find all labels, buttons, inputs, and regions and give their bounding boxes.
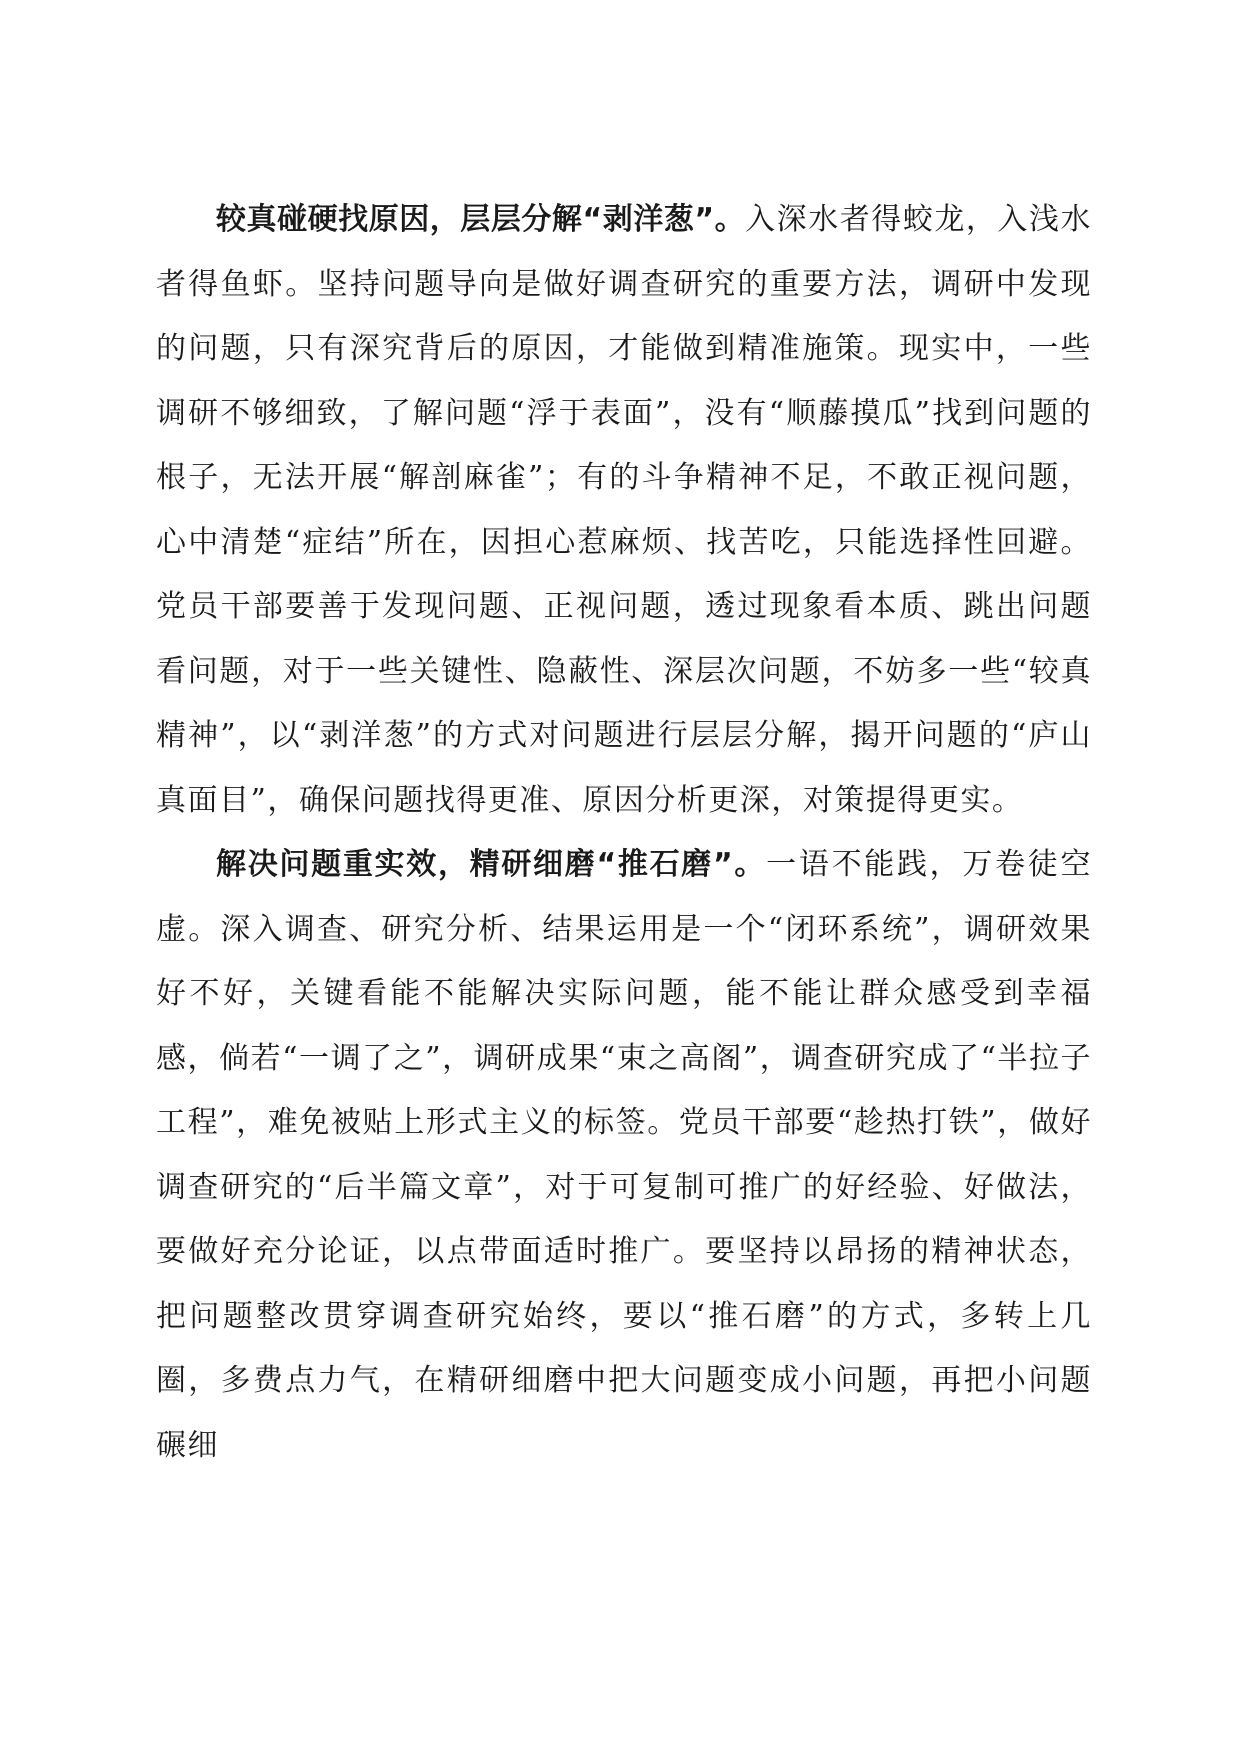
paragraph xyxy=(156,833,1092,1478)
document-body xyxy=(156,188,1092,1478)
paragraph-text: 入深水者得蛟龙，入浅水者得鱼虾。坚持问题导向是做好调查研究的重要方法，调研中发现的问题，只有深究背后的原因，才能做到精准施策。现实中，一些调研不够细致，了解问题“浮于表面”，没有“顺藤摸瓜”找到问题的根子，无法开展“解剖麻雀”；有的斗争精神不足，不敢正视问题，心中清楚“症结”所在，因担心惹麻烦、找苦吃，只能选择性回避。党员干部要善于发现问题、正视问题，透过现象看本质、跳出问题看问题，对于一些关键性、隐蔽性、深层次问题，不妨多一些“较真精神”，以“剥洋葱”的方式对问题进行层层分解，揭开问题的“庐山真面目”，确保问题找得更准、原因分析更深，对策提得更实。 xyxy=(156,202,1093,818)
paragraph xyxy=(156,188,1092,833)
paragraph-text: 一语不能践，万卷徒空虚。深入调查、研究分析、结果运用是一个“闭环系统”，调研效果好不好，关键看能不能解决实际问题，能不能让群众感受到幸福感，倘若“一调了之”，调研成果“束之高阁”，调查研究成了“半拉子工程”，难免被贴上形式主义的标签。党员干部要“趁热打铁”，做好调查研究的“后半篇文章”，对于可复制可推广的好经验、好做法，要做好充分论证，以点带面适时推广。要坚持以昂扬的精神状态，把问题整改贯穿调查研究始终，要以“推石磨”的方式，多转上几圈，多费点力气，在精研细磨中把大问题变成小问题，再把小问题碾细 xyxy=(156,847,1093,1463)
paragraph-lead: 解决问题重实效，精研细磨“推石磨”。 xyxy=(216,847,767,882)
paragraph-lead: 较真碰硬找原因，层层分解“剥洋葱”。 xyxy=(216,202,746,237)
